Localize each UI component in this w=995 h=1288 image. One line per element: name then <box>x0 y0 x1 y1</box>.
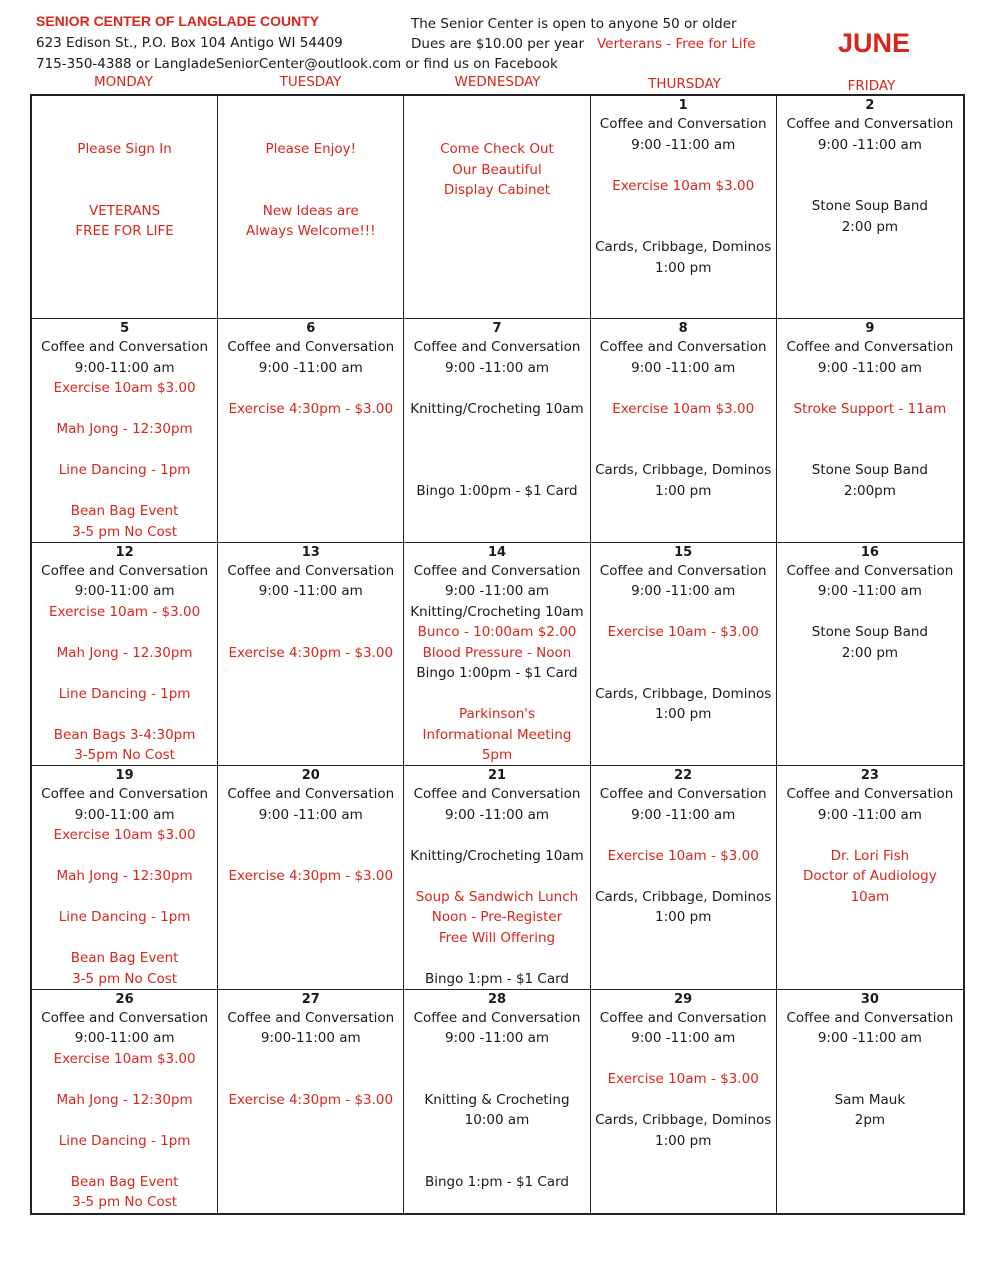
calendar-day-cell <box>218 96 404 319</box>
spacer <box>221 1049 400 1090</box>
event-line: 9:00-11:00 am <box>74 806 175 823</box>
day-number: 21 <box>487 768 507 784</box>
spacer <box>221 602 400 643</box>
event-highlight: Free Will Offering <box>438 929 556 946</box>
event-line: Bingo 1:00pm - $1 Card <box>416 665 578 682</box>
spacer <box>594 419 773 460</box>
spacer <box>780 1049 960 1090</box>
calendar-day-cell <box>591 319 777 542</box>
spacer <box>594 602 773 623</box>
day-number: 13 <box>301 544 320 560</box>
event-line: Knitting/Crocheting 10am <box>410 847 584 864</box>
event-line: Coffee and Conversation <box>227 786 395 803</box>
event-highlight: Soup & Sandwich Lunch <box>415 888 579 905</box>
calendar-day-cell <box>32 766 218 989</box>
event-line: 9:00 -11:00 am <box>444 806 550 823</box>
event-highlight: Line Dancing - 1pm <box>58 685 191 702</box>
event-highlight: 3-5 pm No Cost <box>72 523 178 540</box>
event-highlight: Come Check Out <box>440 141 554 157</box>
event-line: Coffee and Conversation <box>786 339 954 356</box>
calendar-day-cell <box>591 543 777 766</box>
event-highlight: Line Dancing - 1pm <box>58 909 191 926</box>
day-number: 15 <box>674 544 693 560</box>
veterans-note: Verterans - Free for Life <box>596 36 756 52</box>
event-line: Stone Soup Band <box>811 462 928 479</box>
event-line: Coffee and Conversation <box>786 562 954 579</box>
spacer <box>594 378 773 399</box>
day-number: 16 <box>860 544 879 560</box>
calendar-day-cell <box>32 319 218 542</box>
event-line: Coffee and Conversation <box>227 562 395 579</box>
event-highlight: 3-5 pm No Cost <box>72 1194 178 1211</box>
spacer <box>35 704 214 725</box>
event-highlight: Exercise 10am $3.00 <box>53 1050 196 1067</box>
event-line: 2:00 pm <box>841 644 899 661</box>
event-line: 9:00 -11:00 am <box>817 136 922 153</box>
event-line: 2:00pm <box>843 482 896 499</box>
calendar-day-cell <box>218 990 404 1213</box>
event-highlight: Display Cabinet <box>443 182 551 198</box>
event-line: 9:00 -11:00 am <box>258 806 363 823</box>
event-line: 9:00-11:00 am <box>74 583 175 600</box>
day-number: 20 <box>301 768 320 784</box>
day-number: 8 <box>678 321 688 337</box>
event-highlight: Exercise 4:30pm - $3.00 <box>228 400 394 417</box>
event-highlight: Bunco - 10:00am $2.00 <box>417 624 577 641</box>
event-highlight: Always Welcome!!! <box>245 223 376 239</box>
eligibility-note: The Senior Center is open to anyone 50 or older <box>411 16 737 32</box>
day-header-thursday: THURSDAY <box>648 76 721 92</box>
calendar-day-cell <box>404 766 590 989</box>
event-line: Cards, Cribbage, Dominos <box>595 685 772 702</box>
event-highlight: FREE FOR LIFE <box>75 223 174 239</box>
spacer <box>35 663 214 684</box>
spacer <box>780 825 960 846</box>
calendar-grid <box>30 94 965 1215</box>
spacer <box>780 378 960 399</box>
day-header-wednesday: WEDNESDAY <box>454 74 541 90</box>
event-line: 10:00 am <box>464 1112 530 1129</box>
event-line: Bingo 1:pm - $1 Card <box>424 1173 570 1190</box>
event-highlight: VETERANS <box>88 202 161 219</box>
calendar-day-cell <box>218 543 404 766</box>
day-number: 5 <box>120 321 130 337</box>
event-line: Coffee and Conversation <box>413 562 581 579</box>
event-highlight: 10am <box>850 888 890 905</box>
event-line: 1:00 pm <box>655 482 712 499</box>
event-highlight: Mah Jong - 12:30pm <box>56 868 193 885</box>
calendar-day-cell <box>404 96 590 319</box>
event-line: Knitting/Crocheting 10am <box>410 400 584 417</box>
calendar-day-cell <box>32 96 218 319</box>
event-line: Coffee and Conversation <box>599 339 767 356</box>
day-header-monday: MONDAY <box>94 74 153 90</box>
event-line: 9:00 -11:00 am <box>817 806 922 823</box>
calendar-day-cell <box>32 990 218 1213</box>
spacer <box>594 866 773 887</box>
event-line: 1:00 pm <box>655 1132 712 1149</box>
calendar-day-cell <box>777 766 963 989</box>
event-highlight: Noon - Pre-Register <box>431 909 563 926</box>
event-highlight: Line Dancing - 1pm <box>58 1132 191 1149</box>
spacer <box>594 1090 773 1111</box>
event-line: 9:00 -11:00 am <box>631 359 736 376</box>
event-line: Coffee and Conversation <box>599 786 767 803</box>
event-line: Coffee and Conversation <box>227 339 395 356</box>
spacer <box>35 481 214 502</box>
event-highlight: Dr. Lori Fish <box>830 847 910 864</box>
spacer <box>407 460 586 481</box>
day-header-friday: FRIDAY <box>847 78 896 94</box>
day-number: 14 <box>487 544 507 560</box>
day-header-tuesday: TUESDAY <box>279 74 342 90</box>
event-highlight: Exercise 4:30pm - $3.00 <box>228 868 394 885</box>
event-highlight: Line Dancing - 1pm <box>58 462 191 479</box>
spacer <box>35 887 214 908</box>
spacer <box>35 846 214 867</box>
org-name: SENIOR CENTER OF LANGLADE COUNTY <box>36 13 320 29</box>
event-highlight: Please Enjoy! <box>265 141 357 157</box>
calendar-day-cell <box>591 96 777 319</box>
event-line: 9:00 -11:00 am <box>631 583 736 600</box>
event-highlight: Exercise 10am $3.00 <box>612 400 755 417</box>
event-line: Coffee and Conversation <box>41 1009 209 1026</box>
event-highlight: New Ideas are <box>262 202 359 219</box>
spacer <box>407 684 586 705</box>
event-highlight: Exercise 10am $3.00 <box>612 177 755 194</box>
event-highlight: Doctor of Audiology <box>803 868 937 885</box>
day-number: 1 <box>678 98 688 113</box>
spacer <box>221 160 400 201</box>
event-highlight: Blood Pressure - Noon <box>422 644 572 661</box>
event-line: Cards, Cribbage, Dominos <box>595 462 772 479</box>
spacer <box>407 866 586 887</box>
event-line: 1:00 pm <box>655 259 712 276</box>
event-line: 9:00 -11:00 am <box>817 359 922 376</box>
event-line: Knitting/Crocheting 10am <box>410 603 584 620</box>
event-highlight: Mah Jong - 12.30pm <box>56 644 193 661</box>
day-number: 19 <box>115 768 134 784</box>
spacer <box>594 825 773 846</box>
event-line: Coffee and Conversation <box>786 786 954 803</box>
event-line: 9:00 -11:00 am <box>258 583 363 600</box>
event-line: Coffee and Conversation <box>413 1009 581 1026</box>
event-line: 1:00 pm <box>655 706 712 723</box>
event-highlight: Please Sign In <box>77 141 172 157</box>
event-line: 2:00 pm <box>841 218 899 235</box>
event-highlight: Exercise 10am $3.00 <box>53 380 196 397</box>
event-highlight: 3-5 pm No Cost <box>72 970 178 987</box>
day-number: 28 <box>487 991 507 1007</box>
event-line: 9:00 -11:00 am <box>444 359 550 376</box>
calendar-day-cell <box>218 766 404 989</box>
address: 623 Edison St., P.O. Box 104 Antigo WI 54409 <box>36 35 343 51</box>
calendar-day-cell <box>404 543 590 766</box>
event-highlight: Our Beautiful <box>452 161 542 178</box>
spacer <box>221 98 400 139</box>
event-highlight: 5pm <box>481 747 513 764</box>
event-highlight: Exercise 4:30pm - $3.00 <box>228 1091 394 1108</box>
month-title: JUNE <box>838 28 911 58</box>
event-line: Bingo 1:00pm - $1 Card <box>416 482 578 499</box>
event-line: Cards, Cribbage, Dominos <box>595 239 772 255</box>
spacer <box>407 948 586 969</box>
calendar-day-cell <box>777 319 963 542</box>
event-line: 9:00-11:00 am <box>74 359 175 376</box>
spacer <box>594 196 773 237</box>
day-number: 12 <box>115 544 134 560</box>
event-line: 2pm <box>854 1112 886 1129</box>
event-highlight: Stroke Support - 11am <box>793 400 947 417</box>
event-highlight: Bean Bags 3-4:30pm <box>53 726 196 743</box>
spacer <box>35 98 214 139</box>
spacer <box>35 622 214 643</box>
event-highlight: Mah Jong - 12:30pm <box>56 421 193 438</box>
event-highlight: Bean Bag Event <box>70 1173 179 1190</box>
day-number: 9 <box>865 321 875 337</box>
calendar-day-cell <box>218 319 404 542</box>
day-number: 30 <box>860 991 879 1007</box>
day-number: 23 <box>860 768 879 784</box>
event-line: Cards, Cribbage, Dominos <box>595 1112 772 1129</box>
event-line: Coffee and Conversation <box>413 786 581 803</box>
spacer <box>35 1110 214 1131</box>
event-highlight: 3-5pm No Cost <box>74 747 175 764</box>
event-line: 9:00 -11:00 am <box>444 1030 550 1047</box>
event-line: 1:00 pm <box>655 909 712 926</box>
event-highlight: Parkinson's <box>458 706 536 723</box>
event-line: Coffee and Conversation <box>599 1009 767 1026</box>
event-line: Knitting & Crocheting <box>424 1091 570 1108</box>
event-line: Sam Mauk <box>834 1091 906 1108</box>
spacer <box>407 419 586 460</box>
calendar-day-cell <box>32 543 218 766</box>
event-line: 9:00 -11:00 am <box>444 583 550 600</box>
event-highlight: Exercise 10am - $3.00 <box>607 1071 759 1088</box>
contact-info: 715-350-4388 or LangladeSeniorCenter@outlook.com or find us on Facebook <box>36 56 558 72</box>
event-highlight: Exercise 10am - $3.00 <box>607 847 759 864</box>
event-highlight: Exercise 10am $3.00 <box>53 827 196 844</box>
event-line: 9:00 -11:00 am <box>258 359 363 376</box>
event-line: Coffee and Conversation <box>41 786 209 803</box>
event-line: Cards, Cribbage, Dominos <box>595 888 772 905</box>
event-highlight: Exercise 10am - $3.00 <box>49 603 201 620</box>
event-line: Stone Soup Band <box>811 624 928 641</box>
event-line: Coffee and Conversation <box>413 339 581 356</box>
event-line: 9:00-11:00 am <box>260 1030 361 1047</box>
event-highlight: Bean Bag Event <box>70 503 179 520</box>
spacer <box>35 1151 214 1172</box>
spacer <box>35 928 214 949</box>
event-line: Coffee and Conversation <box>786 1009 954 1026</box>
dues-text: Dues are $10.00 per year <box>411 36 585 52</box>
day-number: 27 <box>301 991 320 1007</box>
spacer <box>407 98 586 139</box>
day-number: 22 <box>674 768 693 784</box>
day-number: 2 <box>865 98 875 113</box>
event-highlight: Informational Meeting <box>422 726 572 743</box>
spacer <box>780 602 960 623</box>
calendar-day-cell <box>777 96 963 319</box>
spacer <box>407 378 586 399</box>
calendar-day-cell <box>404 319 590 542</box>
calendar-day-cell <box>591 990 777 1213</box>
event-highlight: Bean Bag Event <box>70 950 179 967</box>
event-line: Coffee and Conversation <box>599 562 767 579</box>
event-line: 9:00-11:00 am <box>74 1030 175 1047</box>
spacer <box>35 440 214 461</box>
event-line: 9:00 -11:00 am <box>817 1030 922 1047</box>
day-number: 7 <box>492 321 502 337</box>
event-highlight: Exercise 4:30pm - $3.00 <box>228 644 394 661</box>
event-line: 9:00 -11:00 am <box>817 583 922 600</box>
calendar-day-cell <box>404 990 590 1213</box>
event-line: Coffee and Conversation <box>41 562 209 579</box>
spacer <box>221 825 400 866</box>
spacer <box>35 1069 214 1090</box>
spacer <box>594 155 773 176</box>
event-highlight: Mah Jong - 12:30pm <box>56 1091 193 1108</box>
spacer <box>407 825 586 846</box>
spacer <box>594 1049 773 1070</box>
spacer <box>780 419 960 460</box>
spacer <box>594 643 773 684</box>
event-line: Coffee and Conversation <box>227 1009 395 1026</box>
calendar-day-cell <box>777 990 963 1213</box>
event-line: Stone Soup Band <box>811 198 928 214</box>
event-line: 9:00 -11:00 am <box>631 806 736 823</box>
day-number: 6 <box>306 321 316 337</box>
dues-note <box>411 35 756 53</box>
event-line: Coffee and Conversation <box>41 339 209 356</box>
day-number: 29 <box>674 991 693 1007</box>
spacer <box>780 155 960 196</box>
day-number: 26 <box>115 991 134 1007</box>
calendar-day-cell <box>777 543 963 766</box>
event-line: 9:00 -11:00 am <box>631 136 736 153</box>
event-line: 9:00 -11:00 am <box>631 1030 736 1047</box>
event-highlight: Exercise 10am - $3.00 <box>607 624 759 641</box>
event-line: Coffee and Conversation <box>786 116 954 132</box>
spacer <box>35 160 214 201</box>
spacer <box>407 1131 586 1172</box>
event-line: Coffee and Conversation <box>599 116 767 132</box>
event-line: Bingo 1:pm - $1 Card <box>424 970 570 987</box>
calendar-day-cell <box>591 766 777 989</box>
spacer <box>407 1049 586 1090</box>
spacer <box>221 378 400 399</box>
spacer <box>35 399 214 420</box>
